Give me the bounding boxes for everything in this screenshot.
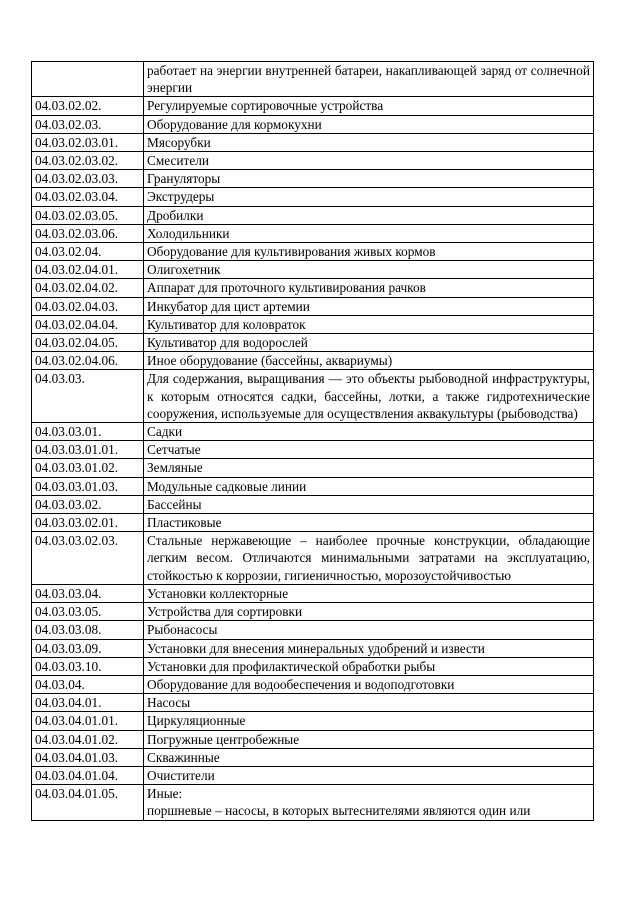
classification-code: 04.03.03.01. (32, 423, 144, 441)
item-description (144, 532, 594, 585)
item-description (144, 748, 594, 766)
table-row (32, 603, 594, 621)
table-row (32, 97, 594, 115)
classification-code: 04.03.03. (32, 370, 144, 423)
item-description (144, 170, 594, 188)
classification-code: 04.03.03.08. (32, 621, 144, 639)
item-description (144, 441, 594, 459)
table-row (32, 370, 594, 423)
classification-code: 04.03.04.01.02. (32, 730, 144, 748)
classification-code: 04.03.02.03.06. (32, 224, 144, 242)
table-row (32, 785, 594, 820)
classification-code: 04.03.02.03.03. (32, 170, 144, 188)
item-description (144, 584, 594, 602)
description-line: Погружные центробежные (147, 731, 300, 747)
item-description (144, 675, 594, 693)
description-line: Насосы (147, 695, 191, 711)
description-line: Регулируемые сортировочные устройства (147, 98, 384, 114)
item-description (144, 639, 594, 657)
item-description (144, 459, 594, 477)
classification-code: 04.03.02.03.05. (32, 206, 144, 224)
item-description (144, 206, 594, 224)
table-row (32, 334, 594, 352)
classification-code: 04.03.04.01.05. (32, 785, 144, 820)
classification-code: 04.03.03.05. (32, 603, 144, 621)
table-row (32, 712, 594, 730)
item-description (144, 115, 594, 133)
classification-code: 04.03.04.01.01. (32, 712, 144, 730)
classification-code: 04.03.04.01.03. (32, 748, 144, 766)
item-description (144, 603, 594, 621)
item-description (144, 97, 594, 115)
item-description (144, 730, 594, 748)
classification-code: 04.03.02.03.04. (32, 188, 144, 206)
classification-code: 04.03.02.04.03. (32, 297, 144, 315)
table-row (32, 261, 594, 279)
item-description (144, 477, 594, 495)
item-description (144, 152, 594, 170)
description-line: Скважинные (147, 749, 220, 765)
description-line: Грануляторы (147, 171, 221, 187)
item-description (144, 514, 594, 532)
table-row (32, 657, 594, 675)
description-line: Пластиковые (147, 515, 222, 531)
table-row (32, 115, 594, 133)
table-row (32, 279, 594, 297)
item-description (144, 279, 594, 297)
table-row (32, 133, 594, 151)
description-line: Культиватор для коловраток (147, 316, 306, 332)
table-row (32, 748, 594, 766)
table-body (32, 62, 594, 821)
description-line: Иное оборудование (бассейны, аквариумы) (147, 353, 393, 369)
description-line: Оборудование для культивирования живых кормов (147, 244, 436, 260)
table-row (32, 730, 594, 748)
description-line: Устройства для сортировки (147, 604, 303, 620)
item-description (144, 423, 594, 441)
item-description (144, 62, 594, 97)
description-line: Циркуляционные (147, 713, 246, 729)
description-line: Мясорубки (147, 134, 211, 150)
table-row (32, 62, 594, 97)
table-row (32, 621, 594, 639)
classification-code: 04.03.02.02. (32, 97, 144, 115)
item-description (144, 352, 594, 370)
classification-code: 04.03.03.01.01. (32, 441, 144, 459)
classification-code: 04.03.02.04.05. (32, 334, 144, 352)
description-line: Очистители (147, 767, 215, 783)
item-description (144, 621, 594, 639)
classification-code: 04.03.03.09. (32, 639, 144, 657)
description-line: Культиватор для водорослей (147, 335, 308, 351)
description-line: Инкубатор для цист артемии (147, 298, 310, 314)
description-line: Сетчатые (147, 442, 201, 458)
description-line: Холодильники (147, 225, 230, 241)
description-line: Для содержания, выращивания — это объекты рыбоводной инфраструктуры, к которым относятся садки, бассейны, лотки, а также гидротехнические сооружения, используемые для осуществления аквакультуры (рыбоводства) (147, 371, 590, 421)
table-row (32, 206, 594, 224)
description-line: Аппарат для проточного культивирования рачков (147, 280, 426, 296)
description-line: Рыбонасосы (147, 622, 218, 638)
description-line: Установки для профилактической обработки рыбы (147, 658, 436, 674)
table-row (32, 188, 594, 206)
description-line: Установки коллекторные (147, 585, 289, 601)
table-row (32, 224, 594, 242)
description-line: Стальные нержавеющие – наиболее прочные конструкции, обладающие легким весом. Отличаются минимальными затратами на эксплуатацию, стойкостью к коррозии, гигиеничностью, морозоустойчивостью (147, 533, 590, 583)
classification-code: 04.03.02.03.02. (32, 152, 144, 170)
classification-code: 04.03.03.02.01. (32, 514, 144, 532)
description-line: Олигохетник (147, 262, 221, 278)
table-row (32, 477, 594, 495)
description-line: поршневые – насосы, в которых вытеснителями являются один или (147, 803, 531, 819)
table-row (32, 532, 594, 585)
classification-code: 04.03.02.03. (32, 115, 144, 133)
table-row (32, 170, 594, 188)
item-description (144, 297, 594, 315)
classification-code: 04.03.04. (32, 675, 144, 693)
item-description (144, 133, 594, 151)
table-row (32, 584, 594, 602)
description-line: работает на энергии внутренней батареи, накапливающей заряд от солнечной энергии (147, 63, 590, 96)
description-line: Смесители (147, 153, 209, 169)
classification-code: 04.03.03.04. (32, 584, 144, 602)
item-description (144, 495, 594, 513)
item-description (144, 712, 594, 730)
table-row (32, 675, 594, 693)
table-row (32, 694, 594, 712)
classification-code: 04.03.02.04.02. (32, 279, 144, 297)
classification-code: 04.03.03.01.03. (32, 477, 144, 495)
table-row (32, 297, 594, 315)
classification-code (32, 62, 144, 97)
table-row (32, 423, 594, 441)
description-line: Садки (147, 424, 183, 440)
classification-code: 04.03.02.03.01. (32, 133, 144, 151)
item-description (144, 188, 594, 206)
description-line: Оборудование для водообеспечения и водоподготовки (147, 676, 455, 692)
table-row (32, 514, 594, 532)
classification-code: 04.03.04.01. (32, 694, 144, 712)
table-row (32, 766, 594, 784)
item-description (144, 766, 594, 784)
item-description (144, 224, 594, 242)
description-line: Земляные (147, 460, 203, 476)
classification-code: 04.03.02.04.01. (32, 261, 144, 279)
table-row (32, 495, 594, 513)
classification-code: 04.03.03.02.03. (32, 532, 144, 585)
classification-code: 04.03.02.04. (32, 243, 144, 261)
table-row (32, 152, 594, 170)
item-description (144, 315, 594, 333)
table-row (32, 441, 594, 459)
item-description (144, 243, 594, 261)
table-row (32, 352, 594, 370)
item-description (144, 334, 594, 352)
item-description (144, 694, 594, 712)
classification-code: 04.03.02.04.06. (32, 352, 144, 370)
description-line: Установки для внесения минеральных удобрений и извести (147, 640, 485, 656)
item-description (144, 657, 594, 675)
description-line: Модульные садковые линии (147, 478, 307, 494)
description-line: Оборудование для кормокухни (147, 116, 322, 132)
description-line: Дробилки (147, 207, 204, 223)
table-row (32, 243, 594, 261)
item-description (144, 785, 594, 820)
table-row (32, 639, 594, 657)
classification-code: 04.03.03.01.02. (32, 459, 144, 477)
table-row (32, 315, 594, 333)
table-row (32, 459, 594, 477)
description-line: Иные: (147, 786, 183, 802)
classification-code: 04.03.04.01.04. (32, 766, 144, 784)
item-description (144, 370, 594, 423)
description-line: Бассейны (147, 496, 202, 512)
equipment-classification-table (31, 61, 594, 821)
description-line: Экструдеры (147, 189, 215, 205)
classification-code: 04.03.02.04.04. (32, 315, 144, 333)
classification-code: 04.03.03.10. (32, 657, 144, 675)
item-description (144, 261, 594, 279)
classification-code: 04.03.03.02. (32, 495, 144, 513)
